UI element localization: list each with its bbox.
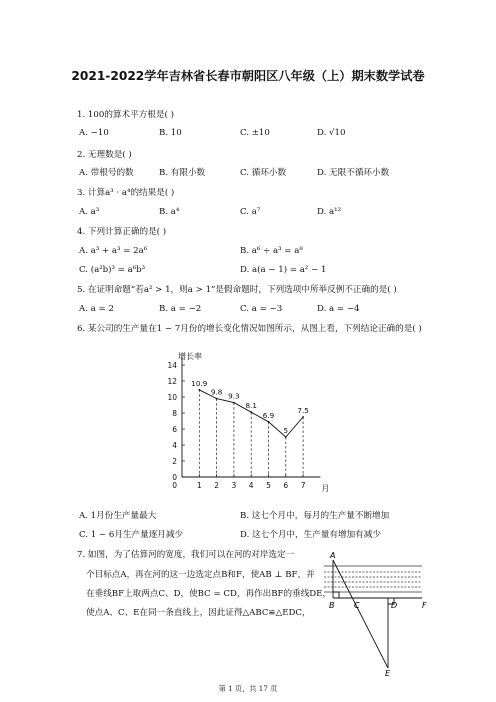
label-A: A (330, 551, 336, 560)
q2-option-b: B. 有限小数 (159, 168, 206, 178)
y-tick-label: 12 (167, 377, 177, 386)
x-tick-label: 3 (231, 481, 237, 490)
y-tick-label: 2 (172, 457, 177, 466)
label-C: C (354, 601, 360, 610)
data-label: 9.8 (210, 387, 223, 397)
x-tick-label: 1 (196, 481, 202, 490)
data-point (198, 389, 200, 391)
label-F: F (422, 601, 427, 610)
q6-stem: 6. 某公司的生产量在1 − 7月份的增长变化情况如图所示，从图上看，下列结论正确的是( ) (77, 324, 422, 334)
q5-option-c: C. a = −3 (240, 304, 283, 314)
x-tick-label: 4 (248, 481, 254, 490)
data-label: 8.1 (245, 401, 257, 411)
q3-stem: 3. 计算a³ · a⁴的结果是( ) (77, 188, 175, 198)
page-title: 2021-2022学年吉林省长春市朝阳区八年级（上）期末数学试卷 (71, 69, 425, 83)
q5-stem: 5. 在证明命题“若a² > 1，则a > 1”是假命题时，下列选项中所举反例不正确的是( ) (77, 285, 397, 295)
q1-option-a: A. −10 (79, 128, 109, 138)
x-tick-label: 6 (283, 481, 289, 490)
q7-line-1: 7. 如图，为了估算河的宽度，我们可以在河的对岸选定一 (77, 550, 295, 560)
q1-option-c: C. ±10 (240, 128, 270, 138)
data-point (233, 402, 235, 404)
y-tick-label: 14 (167, 361, 177, 370)
y-tick-label: 0 (172, 473, 177, 482)
label-D: D (391, 601, 398, 610)
q5-option-d: D. a = −4 (317, 304, 360, 314)
q2-option-d: D. 无限不循环小数 (317, 168, 390, 178)
data-label: 7.5 (297, 406, 309, 415)
data-point (285, 436, 287, 438)
q7-line-3: 在垂线BF上取两点C、D，使BC = CD，再作出BF的垂线DE， (86, 589, 332, 599)
q3-option-c: C. a⁷ (240, 207, 261, 217)
q2-option-c: C. 循环小数 (240, 168, 287, 178)
data-label: 10.9 (191, 378, 208, 388)
data-label: 5 (283, 426, 289, 435)
q7-line-2: 个目标点A，再在河的这一边选定点B和F，使AB ⊥ BF，并 (86, 570, 315, 580)
page-footer: 第 1 页，共 17 页 (218, 684, 278, 693)
y-tick-label: 6 (172, 425, 177, 434)
q7-line-4: 使点A、C、E在同一条直线上，因此证得△ABC≌△EDC， (86, 608, 311, 618)
data-point (250, 411, 252, 413)
q2-option-a: A. 带根号的数 (79, 168, 134, 178)
y-tick-label: 10 (167, 393, 177, 402)
q3-option-a: A. a³ (79, 207, 100, 217)
q3-option-d: D. a¹² (317, 207, 342, 217)
q4-stem: 4. 下列计算正确的是( ) (77, 227, 167, 237)
x-tick-label: 2 (214, 481, 219, 490)
y-tick-label: 8 (172, 409, 177, 418)
q6-option-d: D. 这七个月中，生产量有增加有减少 (240, 530, 381, 540)
data-label: 6.9 (262, 410, 275, 420)
q3-option-b: B. a⁴ (159, 207, 180, 217)
x-tick-label: 7 (300, 481, 306, 490)
q1-option-b: B. 10 (159, 128, 182, 138)
q6-option-b: B. 这七个月中，每月的生产量不断增加 (240, 511, 390, 521)
data-point (216, 398, 218, 400)
origin-label: 0 (172, 481, 177, 490)
label-B: B (329, 601, 335, 610)
q6-option-c: C. 1 − 6月生产量逐月减少 (79, 530, 184, 540)
q4-option-c: C. (a²b)³ = a⁶b³ (79, 265, 146, 275)
q1-stem: 1. 100的算术平方根是( ) (77, 110, 174, 120)
q5-option-b: B. a = −2 (159, 304, 202, 314)
growth-rate-chart (160, 340, 340, 492)
q4-option-b: B. a⁶ ÷ a³ = a⁸ (240, 246, 303, 256)
q1-option-d: D. √10 (317, 128, 346, 138)
data-label: 9.3 (228, 391, 240, 401)
q2-stem: 2. 无理数是( ) (77, 150, 132, 160)
data-point (302, 416, 304, 418)
river-figure (318, 550, 436, 678)
y-tick-label: 4 (172, 441, 177, 450)
x-tick-label: 5 (266, 481, 271, 490)
x-axis-label: 月 (321, 484, 330, 492)
q4-option-a: A. a³ + a³ = 2a⁶ (79, 246, 148, 256)
q6-option-a: A. 1月份生产量最大 (79, 511, 157, 521)
q4-option-d: D. a(a − 1) = a² − 1 (240, 265, 327, 275)
label-E: E (385, 669, 391, 678)
data-point (268, 421, 270, 423)
y-axis-label: 增长率 (178, 352, 202, 361)
q5-option-a: A. a = 2 (79, 304, 114, 314)
